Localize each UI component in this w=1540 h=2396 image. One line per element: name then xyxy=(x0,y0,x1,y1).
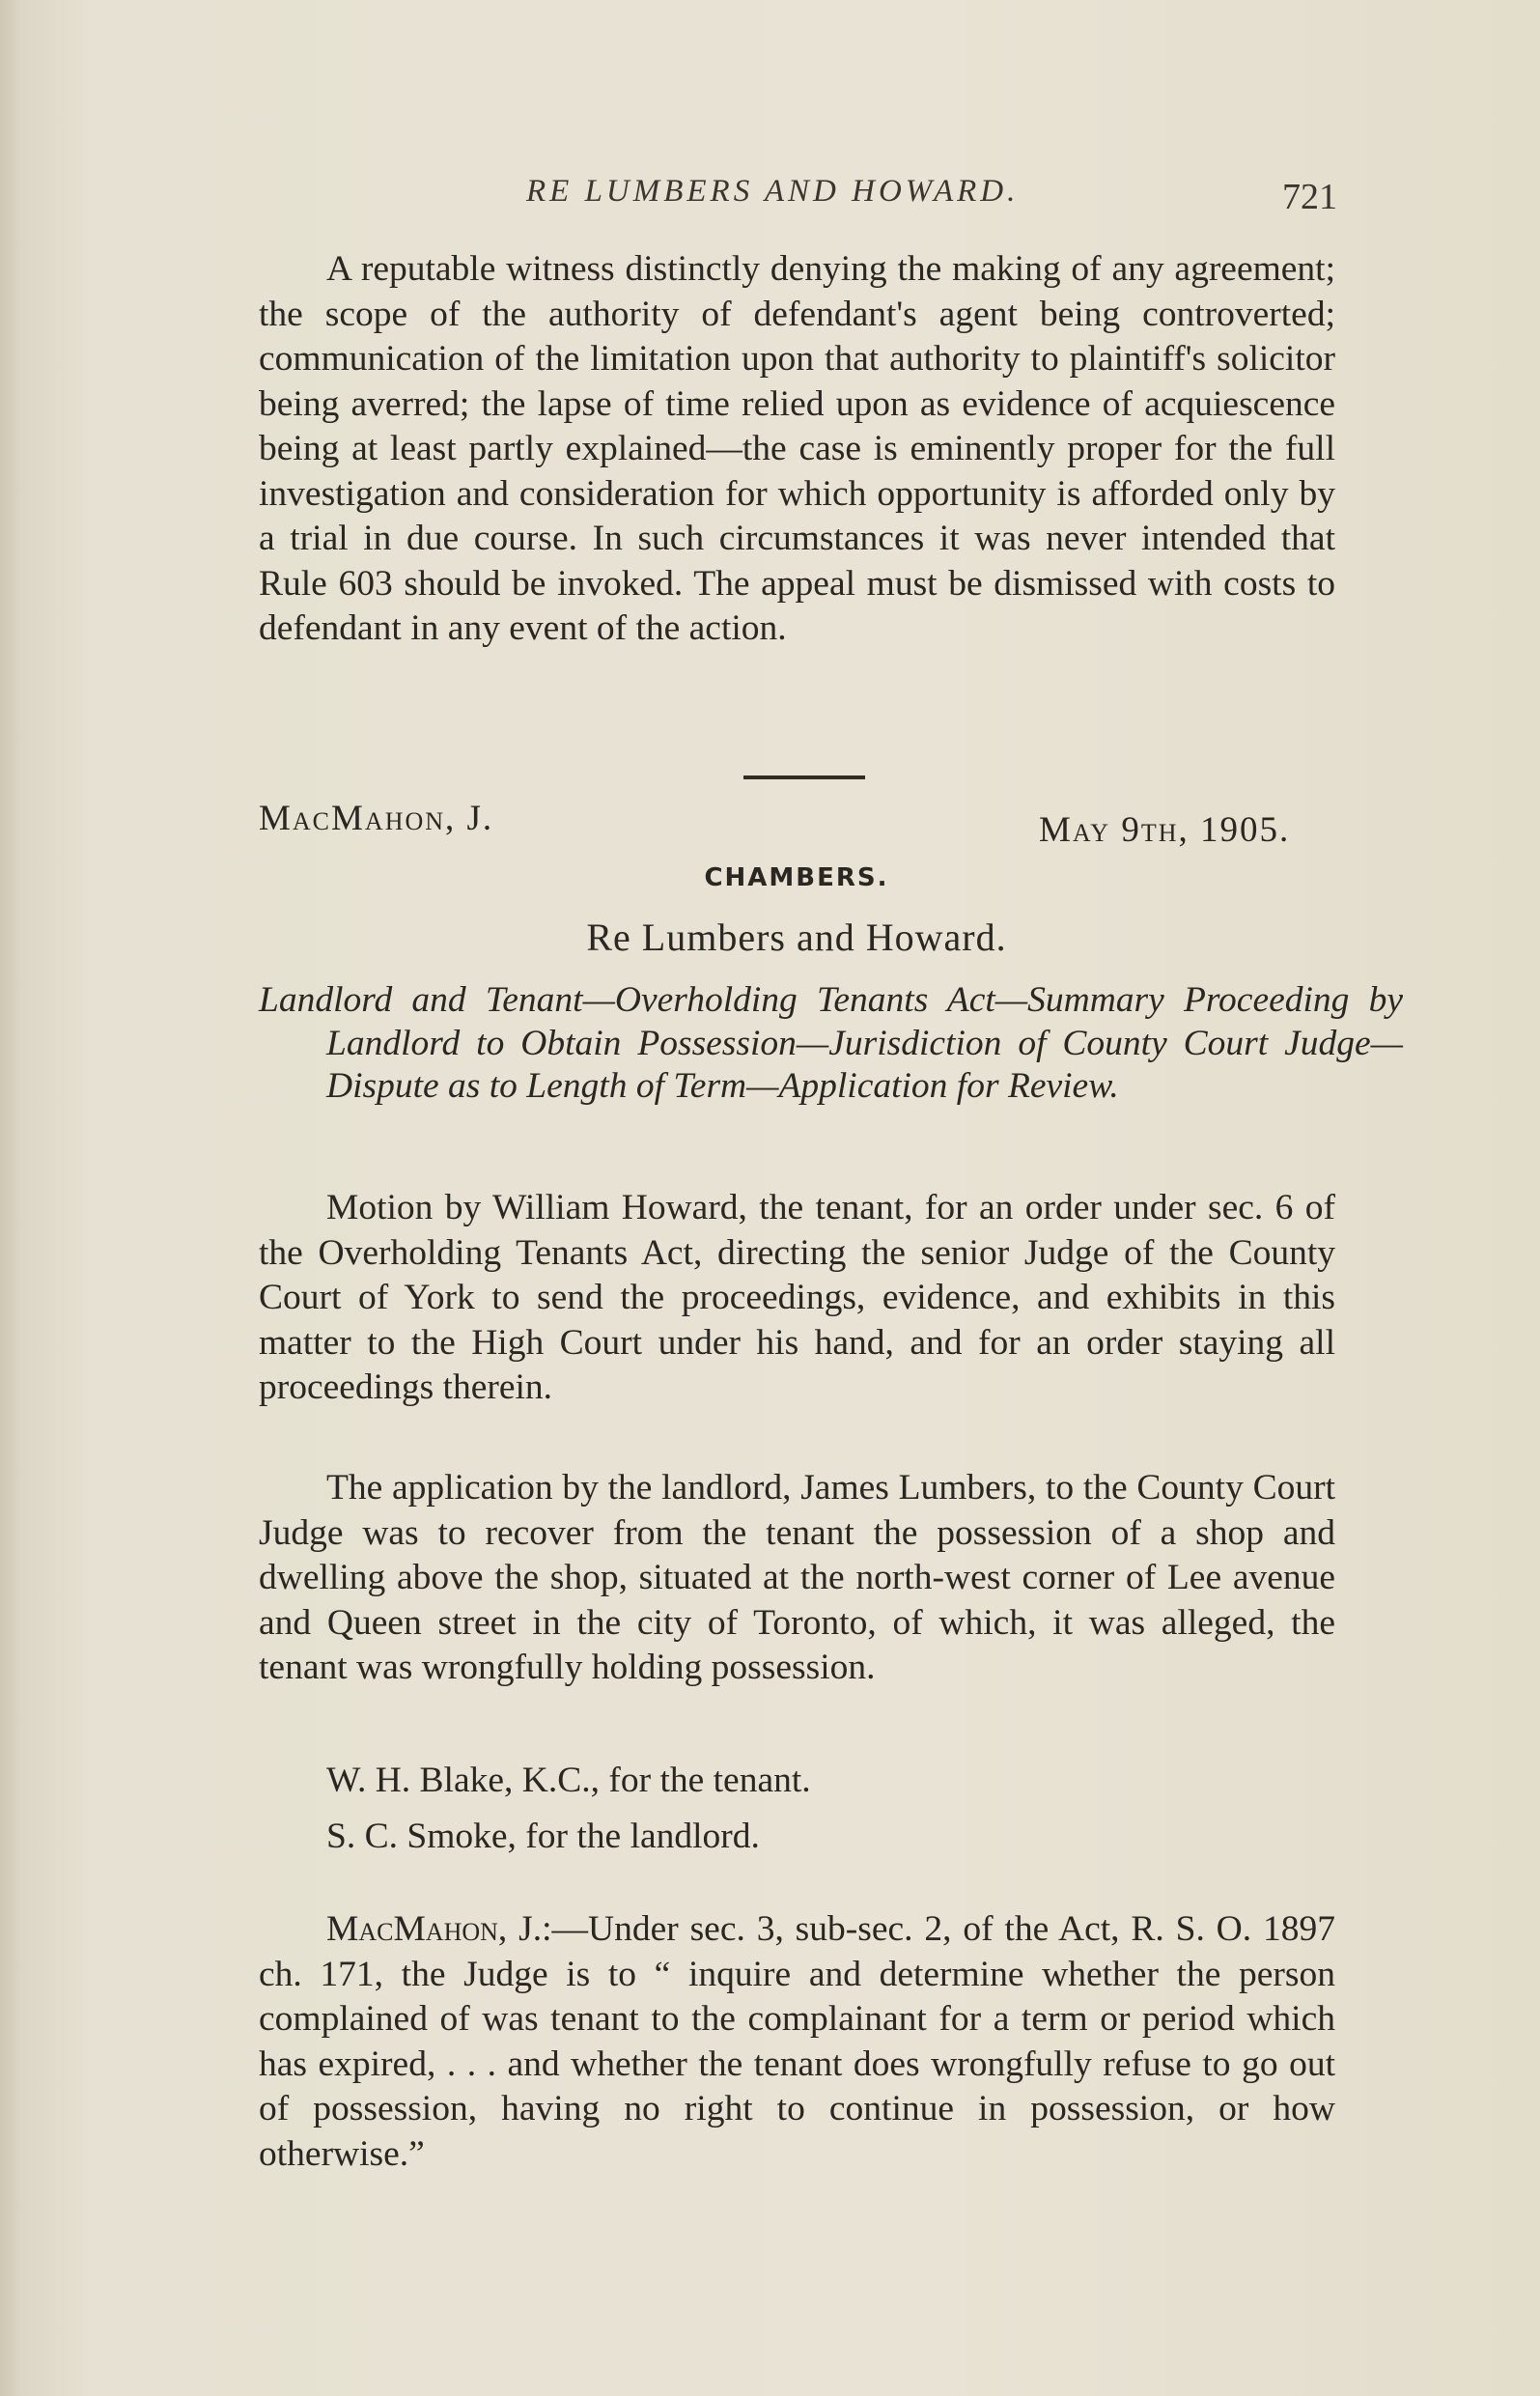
motion-paragraph: Motion by William Howard, the tenant, for an order under sec. 6 of the Overholding Tenants Act, directing the senior Judge of the County Court of York to send the proceedings, evidence, and exhibits in this matter to the High Court under his hand, and for an order staying all proceedings therein. xyxy=(259,1188,1335,1407)
judge-name: MacMahon, J. xyxy=(259,799,494,838)
headnote: Landlord and Tenant—Overholding Tenants Act—Summary Proceeding by Landlord to Obtain Possession—Jurisdiction of County Court Judge—Dispute as to Length of Term—Application for Review. xyxy=(259,980,1403,1106)
court-heading: CHAMBERS. xyxy=(704,863,889,892)
running-head: RE LUMBERS AND HOWARD. xyxy=(526,174,1020,209)
decision-date: May 9th, 1905. xyxy=(1039,810,1291,850)
opening-paragraph: A reputable witness distinctly denying the making of any agreement; the scope of the authority of defendant's agent being controverted; communication of the limitation upon that authority to plaintiff's solicitor being averred; the lapse of time relied upon as evidence of acquiescence being at least partly explained—the case is eminently proper for the full investigation and consideration for which opportunity is afforded only by a trial in due course. In such circumstances it was never intended that Rule 603 should be invoked. The appeal must be dismissed with costs to defendant in any event of the action. xyxy=(259,249,1335,648)
judgment-text: :—Under sec. 3, sub-sec. 2, of the Act, R. S. O. 1897 ch. 171, the Judge is to “ inquire and determine whether the person complained of was tenant to the complainant for a term or period which has expired, . . . and whether the tenant does wrongfully refuse to go out of possession, having no right to continue in possession, or how otherwise.” xyxy=(259,1909,1335,2174)
judgment-speaker: MacMahon, J. xyxy=(326,1909,543,1949)
page-number: 721 xyxy=(1282,177,1337,217)
page-edge-shadow xyxy=(0,0,21,2396)
case-title: Re Lumbers and Howard. xyxy=(586,916,1007,959)
section-divider xyxy=(743,775,865,779)
judgment-paragraph xyxy=(259,1907,1335,2177)
counsel-landlord: S. C. Smoke, for the landlord. xyxy=(326,1817,760,1856)
counsel-tenant: W. H. Blake, K.C., for the tenant. xyxy=(326,1761,811,1800)
application-paragraph: The application by the landlord, James Lumbers, to the County Court Judge was to recover from the tenant the possession of a shop and dwelling above the shop, situated at the north-west corner of Lee avenue and Queen street in the city of Toronto, of which, it was alleged, the tenant was wrongfully holding possession. xyxy=(259,1468,1335,1687)
